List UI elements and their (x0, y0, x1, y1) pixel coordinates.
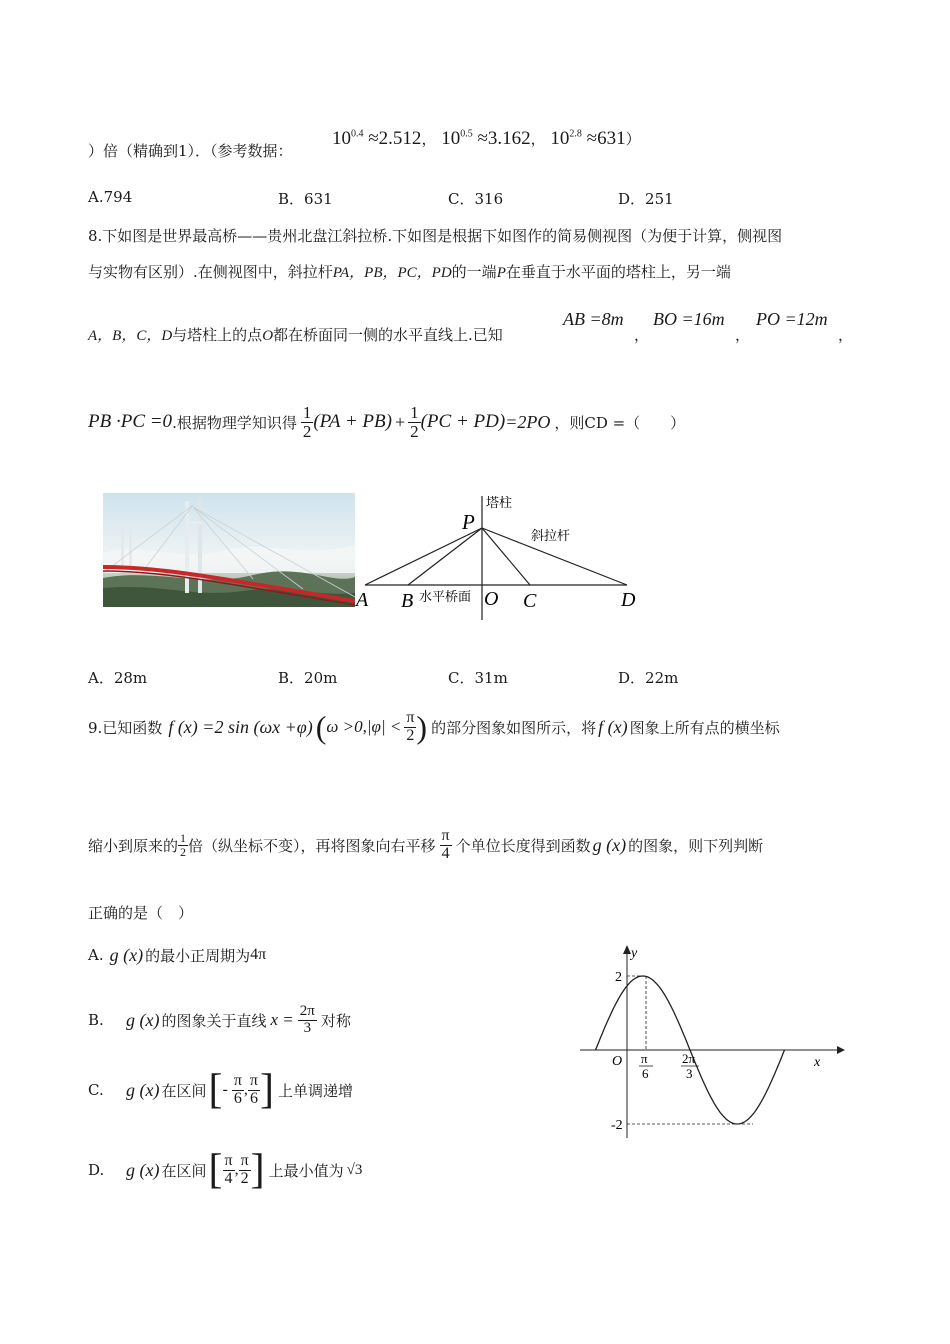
sine-graph (575, 940, 845, 1140)
x-arrow (837, 1046, 845, 1054)
q8-option-c[interactable]: C．31m (448, 669, 508, 687)
q7-ref-line (88, 140, 293, 161)
q9-line2 (88, 818, 763, 872)
bracket-close: ] (259, 1067, 274, 1113)
q9-lead: 9.已知函数 (88, 718, 163, 737)
opt-text: 在区间 (161, 1081, 207, 1100)
sep: ， (530, 132, 546, 148)
q8-line2-a: 与实物有区别）.在侧视图中，斜拉杆 (88, 263, 333, 281)
den: 4 (441, 844, 450, 862)
den: 4 (224, 1169, 233, 1187)
tick2-den: 3 (686, 1066, 693, 1081)
num: π (441, 826, 450, 844)
label-o: O (484, 588, 499, 610)
q9-option-d[interactable]: D. g (x) 在区间 [ $\frac{\pi}{4}$ , $\frac{\pi}{2}$ ] 上最小值为 √3 (88, 1147, 363, 1193)
ref3-val: ≈631 (586, 128, 626, 149)
opt-tail: 上单调递增 (277, 1081, 353, 1100)
num: π (233, 1071, 242, 1089)
q9-line2-b: 倍（纵坐标不变），再将图象向右平移 (188, 836, 436, 855)
den: 2 (180, 844, 187, 859)
tick1-den: 6 (642, 1066, 649, 1081)
close: ） (625, 132, 641, 148)
opt-x: x = (270, 1010, 294, 1029)
opt-label: C. (88, 1081, 104, 1099)
bracket-close: ] (250, 1147, 265, 1193)
den: 2 (410, 421, 419, 441)
origin-label: O (612, 1054, 623, 1069)
q9-line2-a: 缩小到原来的 (88, 836, 179, 855)
num: π (224, 1151, 233, 1169)
q8-option-b[interactable]: B．20m (278, 669, 338, 687)
minus: - (222, 1081, 228, 1098)
q8-line1: 8.下如图是世界最高桥——贵州北盘江斜拉桥.下如图是根据下如图作的简易侧视图（为便于计算，侧视图 (88, 227, 783, 245)
q7-option-b[interactable]: B．631 (278, 190, 333, 208)
x-label: x (814, 1055, 821, 1070)
num: 1 (410, 402, 419, 422)
ref1-val: ≈2.512 (368, 128, 422, 149)
opt-left (223, 1153, 235, 1188)
q9-line1 (88, 702, 780, 752)
label-c: C (523, 590, 537, 612)
ref2-base: 10 (441, 128, 461, 149)
q8-line2 (88, 261, 731, 282)
label-p: P (462, 510, 475, 534)
q8-line3-d: 都在桥面同一侧的水平直线上.已知 (273, 326, 503, 344)
q8-cables: PA，PB，PC，PD (332, 265, 452, 281)
q8-comma1: ， (634, 326, 650, 344)
den: 2 (302, 421, 312, 441)
den: 3 (303, 1019, 312, 1036)
q9-gx: g (x) (592, 834, 627, 855)
bracket-open: [ (208, 1147, 223, 1193)
q9-after: 的部分图象如图所示，将 (431, 718, 597, 737)
q8-line2-c: 的一端 (451, 263, 497, 281)
q9-line2-c: 个单位长度得到函数 (455, 836, 591, 855)
q7-option-a[interactable]: A.794 (88, 188, 133, 206)
label-a: A (356, 589, 369, 611)
q9-pi-half (404, 710, 416, 745)
q8-half-1 (301, 404, 314, 441)
paren-close: ) (416, 708, 428, 745)
opt-text: 的最小正周期为 (145, 946, 251, 965)
tower-label: 塔柱 (486, 495, 513, 510)
num: π (249, 1071, 258, 1089)
q8-sum1: (PA + PB) (313, 411, 392, 432)
q8-dot-product: PB ·PC =0 (88, 411, 173, 432)
ref2-val: ≈3.162 (477, 128, 531, 149)
q8-points: A，B，C，D (88, 328, 173, 344)
q8-given-ab: AB =8m (563, 309, 624, 329)
q8-rhs: =2PO (505, 411, 551, 432)
q8-given-po: PO =12m (756, 309, 828, 329)
bracket-open: [ (208, 1067, 223, 1113)
den: 2 (240, 1169, 249, 1187)
opt-left (232, 1073, 244, 1108)
q8-comma3: ， (838, 326, 854, 344)
opt-label: D. (88, 1161, 105, 1179)
bridge-diagram (355, 488, 645, 623)
q8-option-a[interactable]: A．28m (88, 669, 148, 687)
sep: ， (421, 132, 437, 148)
q9-func: f (x) =2 sin (ωx +φ) (168, 716, 313, 737)
num: 1 (180, 830, 187, 845)
cable-pc (482, 528, 530, 585)
q8-line3 (88, 324, 503, 345)
ref1-exp: 0.4 (351, 128, 364, 140)
den: 6 (249, 1089, 258, 1107)
q9-option-c[interactable]: C. g (x) 在区间 [ - $\frac{\pi}{6}$ , $\frac{\pi}{6}$ ] 上单调递增 (88, 1067, 353, 1113)
q9-line3: 正确的是（ ） (88, 904, 194, 922)
opt-label: B. (88, 1011, 104, 1029)
opt-gx: g (x) (126, 1009, 160, 1030)
q9-pi-quarter (440, 828, 452, 863)
ref3-base: 10 (550, 128, 570, 149)
opt-gx: g (x) (126, 1079, 160, 1100)
label-b: B (401, 590, 414, 612)
ref1-base: 10 (332, 128, 351, 149)
q8-option-d[interactable]: D．22m (618, 669, 679, 687)
den: 6 (233, 1089, 242, 1107)
q9-fx: f (x) (598, 716, 628, 737)
q8-line4-b: .根据物理学知识得 (172, 413, 297, 432)
q7-tail-text: ）倍（精确到1）．（参考数据： (88, 142, 293, 160)
opt-text: 在区间 (161, 1161, 207, 1180)
plus: + (394, 411, 406, 432)
q8-sum2: (PC + PD) (420, 411, 506, 432)
q8-line4 (88, 392, 685, 452)
q8-ask: ，则CD =（ ） (554, 413, 686, 432)
tick2-num: 2π (682, 1051, 696, 1066)
opt-right (239, 1153, 251, 1188)
ref2-exp: 0.5 (460, 128, 473, 140)
opt-right (248, 1073, 260, 1108)
y-top-label: 2 (615, 970, 622, 985)
q8-given-bo: BO =16m (653, 309, 725, 329)
opt-val: 4π (250, 946, 267, 963)
opt-gx: g (x) (126, 1159, 160, 1180)
opt-gx: g (x) (109, 944, 144, 965)
q9-option-b[interactable] (88, 998, 351, 1042)
paren-open: ( (315, 708, 327, 745)
sine-graph-svg (575, 940, 845, 1140)
cable-pa (365, 528, 482, 585)
num: π (240, 1151, 249, 1169)
q8-line2-e: 在垂直于水平面的塔柱上，另一端 (505, 263, 731, 281)
q9-cond: ω >0,|φ| < (326, 717, 402, 736)
opt-label: A. (88, 946, 104, 964)
opt-text: 的图象关于直线 (161, 1011, 267, 1030)
q8-half-2 (408, 404, 421, 441)
cable-label: 斜拉杆 (531, 528, 571, 543)
q9-after2: 图象上所有点的横坐标 (629, 718, 780, 737)
q7-ref-values (332, 128, 641, 150)
opt-frac (298, 1004, 317, 1037)
bridge-photo (103, 493, 355, 607)
den: 2 (406, 726, 415, 744)
y-bottom-label: -2 (611, 1118, 623, 1133)
deck-label: 水平桥面 (419, 589, 472, 604)
q8-point-p: P (496, 265, 506, 281)
q9-option-a[interactable] (88, 938, 266, 972)
q8-point-o: O (262, 328, 274, 344)
q8-line3-b: 与塔柱上的点 (172, 326, 263, 344)
opt-tail: 上最小值为 (268, 1161, 344, 1180)
num: π (406, 708, 415, 726)
q7-option-d[interactable]: D．251 (618, 190, 674, 208)
q9-half (178, 832, 188, 858)
y-arrow (623, 945, 631, 954)
num: 1 (302, 402, 312, 422)
opt-tail: 对称 (320, 1011, 351, 1030)
q8-comma2: ， (735, 326, 751, 344)
q7-option-c[interactable]: C．316 (448, 190, 504, 208)
bridge-photo-svg (103, 493, 355, 607)
ref3-exp: 2.8 (569, 128, 582, 140)
y-label: y (631, 946, 638, 961)
q9-line2-d: 的图象，则下列判断 (628, 836, 764, 855)
bridge-diagram-svg (355, 488, 645, 623)
tick1-num: π (641, 1051, 648, 1066)
label-d: D (621, 589, 636, 611)
opt-val: √3 (346, 1161, 363, 1178)
num: 2π (299, 1002, 315, 1019)
cable-pb (408, 528, 482, 585)
